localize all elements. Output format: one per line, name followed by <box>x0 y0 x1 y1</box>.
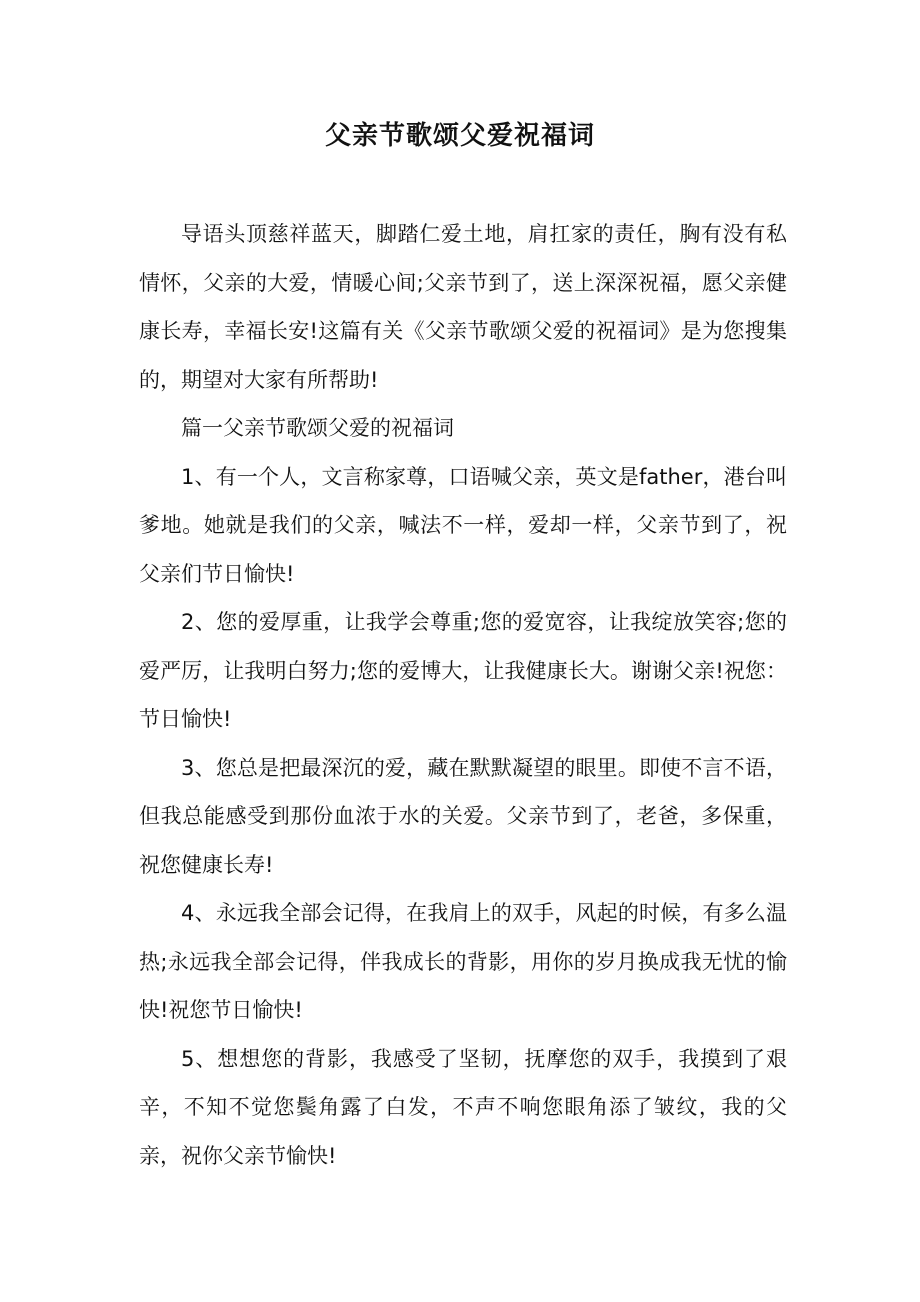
blessing-item-5: 5、想想您的背影，我感受了坚韧，抚摩您的双手，我摸到了艰辛，不知不觉您鬓角露了白发，不声不响您眼角添了皱纹，我的父亲，祝你父亲节愉快! <box>139 1046 787 1168</box>
document-body <box>139 210 787 1180</box>
intro-paragraph: 导语头顶慈祥蓝天，脚踏仁爱土地，肩扛家的责任，胸有没有私情怀，父亲的大爱，情暖心间;父亲节到了，送上深深祝福，愿父亲健康长寿，幸福长安!这篇有关《父亲节歌颂父爱的祝福词》是为您搜集的，期望对大家有所帮助! <box>139 222 787 392</box>
blessing-item-4: 4、永远我全部会记得，在我肩上的双手，风起的时候，有多么温热;永远我全部会记得，伴我成长的背影，用你的岁月换成我无忧的愉快!祝您节日愉快! <box>139 901 787 1022</box>
blessing-item-2: 2、您的爱厚重，让我学会尊重;您的爱宽容，让我绽放笑容;您的爱严厉，让我明白努力;您的爱博大，让我健康长大。谢谢父亲!祝您：节日愉快! <box>139 610 787 731</box>
document-title: 父亲节歌颂父爱祝福词 <box>324 121 595 151</box>
blessing-item-1: 1、有一个人，文言称家尊，口语喊父亲，英文是father，港台叫爹地。她就是我们的父亲，喊法不一样，爱却一样，父亲节到了，祝父亲们节日愉快! <box>139 464 787 586</box>
section-heading: 篇一父亲节歌颂父爱的祝福词 <box>181 416 454 440</box>
blessing-item-3: 3、您总是把最深沉的爱，藏在默默凝望的眼里。即使不言不语，但我总能感受到那份血浓于水的关爱。父亲节到了，老爸，多保重，祝您健康长寿! <box>139 755 787 877</box>
